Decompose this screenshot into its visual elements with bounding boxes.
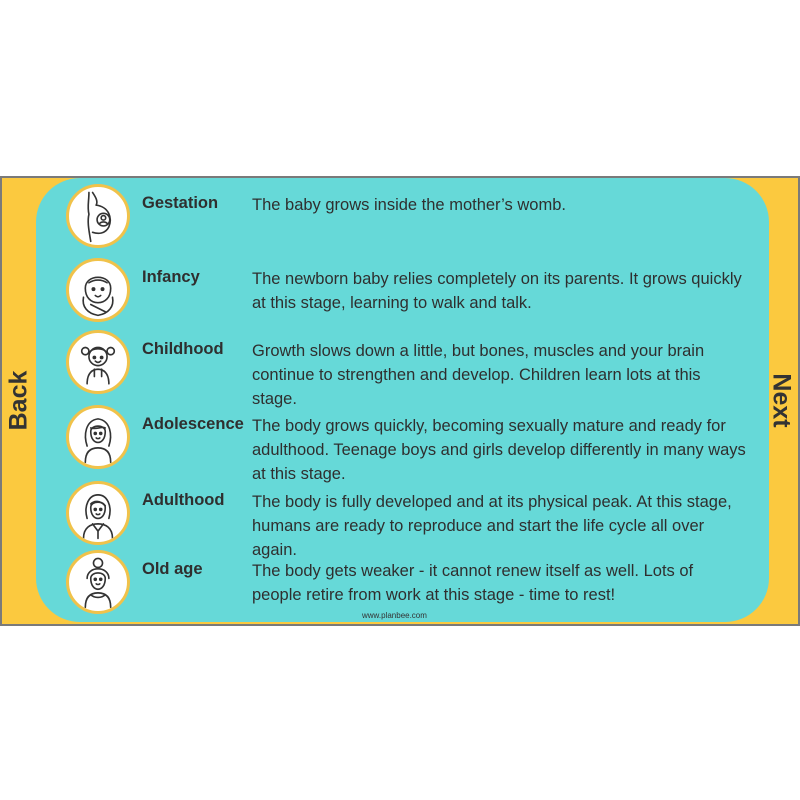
stage-name: Gestation <box>142 194 219 212</box>
stage-description: The body grows quickly, becoming sexually mature and ready for adulthood. Teenage boys and girls develop differently in many ways at this stage. <box>252 417 746 483</box>
footer-url: www.planbee.com <box>362 611 427 620</box>
next-label: Next <box>767 372 796 428</box>
stage-description: Growth slows down a little, but bones, muscles and your brain continue to strengthen and develop. Children learn lots at this stage. <box>252 342 705 408</box>
stage-description: The newborn baby relies completely on its parents. It grows quickly at this stage, learning to walk and talk. <box>252 270 742 312</box>
stage-name: Adolescence <box>142 415 244 433</box>
child-icon <box>66 330 130 394</box>
stage-description: The baby grows inside the mother’s womb. <box>252 196 566 214</box>
stage-name: Old age <box>142 560 203 578</box>
stage-name: Childhood <box>142 340 224 358</box>
back-button[interactable] <box>2 178 36 622</box>
baby-icon <box>66 258 130 322</box>
next-button[interactable] <box>764 178 798 622</box>
stage-name: Infancy <box>142 268 200 286</box>
slide <box>0 176 800 626</box>
stage-description: The body gets weaker - it cannot renew itself as well. Lots of people retire from work at this stage - time to rest! <box>252 562 694 604</box>
teenager-icon <box>66 405 130 469</box>
content-panel <box>36 178 769 622</box>
pregnant-woman-icon <box>66 184 130 248</box>
adult-icon <box>66 481 130 545</box>
stage-description: The body is fully developed and at its physical peak. At this stage, humans are ready to reproduce and start the life cycle all over again. <box>252 493 732 559</box>
elderly-woman-icon <box>66 550 130 614</box>
stage-name: Adulthood <box>142 491 225 509</box>
back-label: Back <box>4 370 33 430</box>
